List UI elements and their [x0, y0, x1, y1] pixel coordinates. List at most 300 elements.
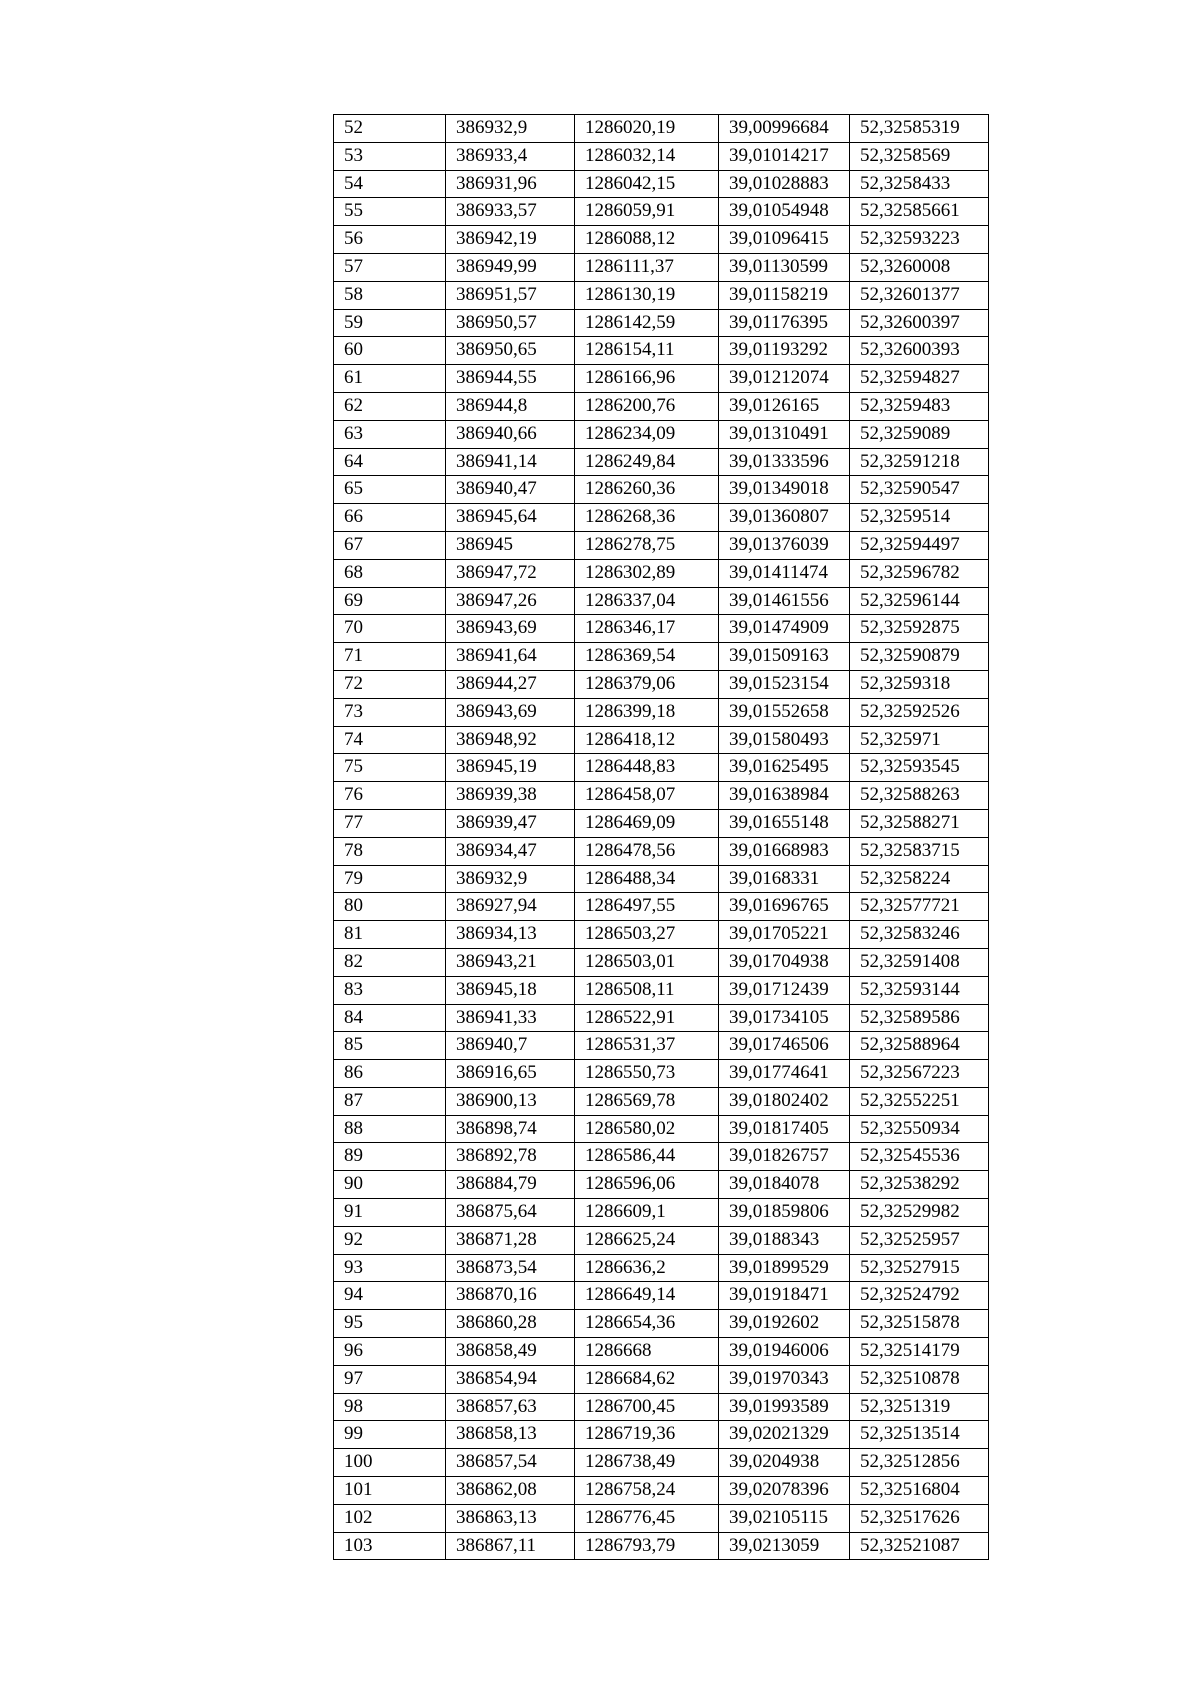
y-coordinate-cell: 1286130,19	[575, 281, 719, 309]
x-coordinate-cell: 386858,49	[446, 1338, 575, 1366]
table-row	[334, 1143, 989, 1171]
table-row	[334, 392, 989, 420]
latitude-cell: 52,32591218	[850, 448, 989, 476]
longitude-cell: 39,01411474	[719, 559, 850, 587]
longitude-cell: 39,01826757	[719, 1143, 850, 1171]
y-coordinate-cell: 1286531,37	[575, 1032, 719, 1060]
y-coordinate-cell: 1286580,02	[575, 1115, 719, 1143]
point-number-cell: 74	[334, 726, 446, 754]
latitude-cell: 52,32592526	[850, 698, 989, 726]
longitude-cell: 39,01970343	[719, 1365, 850, 1393]
table-row	[334, 893, 989, 921]
longitude-cell: 39,01509163	[719, 643, 850, 671]
point-number-cell: 85	[334, 1032, 446, 1060]
latitude-cell: 52,32577721	[850, 893, 989, 921]
latitude-cell: 52,32592875	[850, 615, 989, 643]
y-coordinate-cell: 1286337,04	[575, 587, 719, 615]
table-row	[334, 448, 989, 476]
point-number-cell: 94	[334, 1282, 446, 1310]
latitude-cell: 52,32510878	[850, 1365, 989, 1393]
table-row	[334, 976, 989, 1004]
y-coordinate-cell: 1286249,84	[575, 448, 719, 476]
point-number-cell: 76	[334, 782, 446, 810]
x-coordinate-cell: 386941,33	[446, 1004, 575, 1032]
longitude-cell: 39,01096415	[719, 226, 850, 254]
latitude-cell: 52,32585661	[850, 198, 989, 226]
y-coordinate-cell: 1286268,36	[575, 504, 719, 532]
latitude-cell: 52,32529982	[850, 1199, 989, 1227]
latitude-cell: 52,32588964	[850, 1032, 989, 1060]
table-row	[334, 1421, 989, 1449]
table-row	[334, 1004, 989, 1032]
x-coordinate-cell: 386944,27	[446, 670, 575, 698]
x-coordinate-cell: 386892,78	[446, 1143, 575, 1171]
latitude-cell: 52,3259483	[850, 392, 989, 420]
latitude-cell: 52,32512856	[850, 1449, 989, 1477]
x-coordinate-cell: 386934,47	[446, 837, 575, 865]
table-row	[334, 643, 989, 671]
y-coordinate-cell: 1286042,15	[575, 170, 719, 198]
longitude-cell: 39,01360807	[719, 504, 850, 532]
longitude-cell: 39,0188343	[719, 1226, 850, 1254]
latitude-cell: 52,32594497	[850, 531, 989, 559]
point-number-cell: 67	[334, 531, 446, 559]
y-coordinate-cell: 1286596,06	[575, 1171, 719, 1199]
table-row	[334, 365, 989, 393]
x-coordinate-cell: 386884,79	[446, 1171, 575, 1199]
y-coordinate-cell: 1286700,45	[575, 1393, 719, 1421]
latitude-cell: 52,32538292	[850, 1171, 989, 1199]
longitude-cell: 39,01376039	[719, 531, 850, 559]
table-row	[334, 726, 989, 754]
point-number-cell: 101	[334, 1477, 446, 1505]
latitude-cell: 52,32514179	[850, 1338, 989, 1366]
longitude-cell: 39,01014217	[719, 142, 850, 170]
point-number-cell: 102	[334, 1504, 446, 1532]
table-row	[334, 531, 989, 559]
x-coordinate-cell: 386950,65	[446, 337, 575, 365]
longitude-cell: 39,01993589	[719, 1393, 850, 1421]
table-row	[334, 115, 989, 143]
table-row	[334, 476, 989, 504]
point-number-cell: 60	[334, 337, 446, 365]
y-coordinate-cell: 1286302,89	[575, 559, 719, 587]
y-coordinate-cell: 1286260,36	[575, 476, 719, 504]
longitude-cell: 39,01918471	[719, 1282, 850, 1310]
x-coordinate-cell: 386950,57	[446, 309, 575, 337]
table-row	[334, 142, 989, 170]
table-row	[334, 698, 989, 726]
x-coordinate-cell: 386871,28	[446, 1226, 575, 1254]
x-coordinate-cell: 386916,65	[446, 1060, 575, 1088]
point-number-cell: 70	[334, 615, 446, 643]
table-row	[334, 754, 989, 782]
x-coordinate-cell: 386858,13	[446, 1421, 575, 1449]
x-coordinate-cell: 386942,19	[446, 226, 575, 254]
y-coordinate-cell: 1286200,76	[575, 392, 719, 420]
x-coordinate-cell: 386873,54	[446, 1254, 575, 1282]
latitude-cell: 52,32524792	[850, 1282, 989, 1310]
longitude-cell: 39,01817405	[719, 1115, 850, 1143]
latitude-cell: 52,3258224	[850, 865, 989, 893]
latitude-cell: 52,32588263	[850, 782, 989, 810]
longitude-cell: 39,0213059	[719, 1532, 850, 1560]
longitude-cell: 39,01704938	[719, 948, 850, 976]
point-number-cell: 78	[334, 837, 446, 865]
point-number-cell: 79	[334, 865, 446, 893]
x-coordinate-cell: 386939,47	[446, 809, 575, 837]
y-coordinate-cell: 1286166,96	[575, 365, 719, 393]
point-number-cell: 71	[334, 643, 446, 671]
x-coordinate-cell: 386940,47	[446, 476, 575, 504]
point-number-cell: 56	[334, 226, 446, 254]
longitude-cell: 39,01054948	[719, 198, 850, 226]
y-coordinate-cell: 1286020,19	[575, 115, 719, 143]
y-coordinate-cell: 1286636,2	[575, 1254, 719, 1282]
x-coordinate-cell: 386934,13	[446, 921, 575, 949]
point-number-cell: 65	[334, 476, 446, 504]
latitude-cell: 52,32591408	[850, 948, 989, 976]
latitude-cell: 52,3259318	[850, 670, 989, 698]
table-row	[334, 1199, 989, 1227]
point-number-cell: 73	[334, 698, 446, 726]
point-number-cell: 95	[334, 1310, 446, 1338]
latitude-cell: 52,3251319	[850, 1393, 989, 1421]
longitude-cell: 39,01712439	[719, 976, 850, 1004]
longitude-cell: 39,01946006	[719, 1338, 850, 1366]
point-number-cell: 77	[334, 809, 446, 837]
latitude-cell: 52,32601377	[850, 281, 989, 309]
y-coordinate-cell: 1286278,75	[575, 531, 719, 559]
x-coordinate-cell: 386898,74	[446, 1115, 575, 1143]
y-coordinate-cell: 1286522,91	[575, 1004, 719, 1032]
x-coordinate-cell: 386943,69	[446, 698, 575, 726]
table-row	[334, 559, 989, 587]
latitude-cell: 52,32600397	[850, 309, 989, 337]
table-row	[334, 420, 989, 448]
y-coordinate-cell: 1286569,78	[575, 1087, 719, 1115]
x-coordinate-cell: 386947,72	[446, 559, 575, 587]
table-row	[334, 837, 989, 865]
x-coordinate-cell: 386951,57	[446, 281, 575, 309]
latitude-cell: 52,32590879	[850, 643, 989, 671]
y-coordinate-cell: 1286776,45	[575, 1504, 719, 1532]
longitude-cell: 39,01212074	[719, 365, 850, 393]
y-coordinate-cell: 1286550,73	[575, 1060, 719, 1088]
latitude-cell: 52,32585319	[850, 115, 989, 143]
point-number-cell: 93	[334, 1254, 446, 1282]
table-row	[334, 782, 989, 810]
x-coordinate-cell: 386870,16	[446, 1282, 575, 1310]
table-row	[334, 1087, 989, 1115]
longitude-cell: 39,01705221	[719, 921, 850, 949]
table-row	[334, 1504, 989, 1532]
table-row	[334, 1171, 989, 1199]
longitude-cell: 39,01158219	[719, 281, 850, 309]
latitude-cell: 52,32513514	[850, 1421, 989, 1449]
y-coordinate-cell: 1286059,91	[575, 198, 719, 226]
point-number-cell: 91	[334, 1199, 446, 1227]
x-coordinate-cell: 386949,99	[446, 253, 575, 281]
longitude-cell: 39,01899529	[719, 1254, 850, 1282]
point-number-cell: 97	[334, 1365, 446, 1393]
point-number-cell: 61	[334, 365, 446, 393]
table-row	[334, 865, 989, 893]
point-number-cell: 52	[334, 115, 446, 143]
table-row	[334, 948, 989, 976]
point-number-cell: 75	[334, 754, 446, 782]
point-number-cell: 55	[334, 198, 446, 226]
x-coordinate-cell: 386945,19	[446, 754, 575, 782]
point-number-cell: 59	[334, 309, 446, 337]
x-coordinate-cell: 386941,14	[446, 448, 575, 476]
latitude-cell: 52,32593223	[850, 226, 989, 254]
y-coordinate-cell: 1286625,24	[575, 1226, 719, 1254]
x-coordinate-cell: 386927,94	[446, 893, 575, 921]
point-number-cell: 57	[334, 253, 446, 281]
longitude-cell: 39,01461556	[719, 587, 850, 615]
x-coordinate-cell: 386854,94	[446, 1365, 575, 1393]
longitude-cell: 39,01333596	[719, 448, 850, 476]
y-coordinate-cell: 1286508,11	[575, 976, 719, 1004]
table-row	[334, 670, 989, 698]
point-number-cell: 82	[334, 948, 446, 976]
y-coordinate-cell: 1286719,36	[575, 1421, 719, 1449]
table-row	[334, 253, 989, 281]
y-coordinate-cell: 1286497,55	[575, 893, 719, 921]
latitude-cell: 52,32567223	[850, 1060, 989, 1088]
x-coordinate-cell: 386863,13	[446, 1504, 575, 1532]
latitude-cell: 52,32516804	[850, 1477, 989, 1505]
table-row	[334, 281, 989, 309]
latitude-cell: 52,32521087	[850, 1532, 989, 1560]
x-coordinate-cell: 386900,13	[446, 1087, 575, 1115]
point-number-cell: 68	[334, 559, 446, 587]
y-coordinate-cell: 1286346,17	[575, 615, 719, 643]
point-number-cell: 64	[334, 448, 446, 476]
longitude-cell: 39,01474909	[719, 615, 850, 643]
table-row	[334, 198, 989, 226]
coordinates-table-body	[334, 115, 989, 1560]
latitude-cell: 52,32525957	[850, 1226, 989, 1254]
x-coordinate-cell: 386943,69	[446, 615, 575, 643]
longitude-cell: 39,01552658	[719, 698, 850, 726]
latitude-cell: 52,32552251	[850, 1087, 989, 1115]
x-coordinate-cell: 386945	[446, 531, 575, 559]
x-coordinate-cell: 386932,9	[446, 865, 575, 893]
x-coordinate-cell: 386948,92	[446, 726, 575, 754]
point-number-cell: 58	[334, 281, 446, 309]
point-number-cell: 92	[334, 1226, 446, 1254]
y-coordinate-cell: 1286488,34	[575, 865, 719, 893]
longitude-cell: 39,00996684	[719, 115, 850, 143]
point-number-cell: 103	[334, 1532, 446, 1560]
longitude-cell: 39,0126165	[719, 392, 850, 420]
y-coordinate-cell: 1286758,24	[575, 1477, 719, 1505]
longitude-cell: 39,01349018	[719, 476, 850, 504]
longitude-cell: 39,02105115	[719, 1504, 850, 1532]
point-number-cell: 96	[334, 1338, 446, 1366]
longitude-cell: 39,02021329	[719, 1421, 850, 1449]
point-number-cell: 89	[334, 1143, 446, 1171]
table-row	[334, 809, 989, 837]
longitude-cell: 39,01696765	[719, 893, 850, 921]
point-number-cell: 81	[334, 921, 446, 949]
longitude-cell: 39,01746506	[719, 1032, 850, 1060]
latitude-cell: 52,32596144	[850, 587, 989, 615]
point-number-cell: 69	[334, 587, 446, 615]
table-row	[334, 587, 989, 615]
x-coordinate-cell: 386857,54	[446, 1449, 575, 1477]
point-number-cell: 86	[334, 1060, 446, 1088]
y-coordinate-cell: 1286684,62	[575, 1365, 719, 1393]
table-row	[334, 1338, 989, 1366]
y-coordinate-cell: 1286154,11	[575, 337, 719, 365]
y-coordinate-cell: 1286478,56	[575, 837, 719, 865]
x-coordinate-cell: 386944,55	[446, 365, 575, 393]
latitude-cell: 52,3259514	[850, 504, 989, 532]
x-coordinate-cell: 386933,57	[446, 198, 575, 226]
latitude-cell: 52,32583715	[850, 837, 989, 865]
point-number-cell: 90	[334, 1171, 446, 1199]
y-coordinate-cell: 1286379,06	[575, 670, 719, 698]
coordinates-table	[333, 114, 989, 1560]
table-row	[334, 1532, 989, 1560]
table-row	[334, 1032, 989, 1060]
longitude-cell: 39,01310491	[719, 420, 850, 448]
table-row	[334, 1449, 989, 1477]
point-number-cell: 66	[334, 504, 446, 532]
x-coordinate-cell: 386945,64	[446, 504, 575, 532]
y-coordinate-cell: 1286369,54	[575, 643, 719, 671]
latitude-cell: 52,32517626	[850, 1504, 989, 1532]
x-coordinate-cell: 386862,08	[446, 1477, 575, 1505]
table-row	[334, 226, 989, 254]
table-row	[334, 1115, 989, 1143]
longitude-cell: 39,0184078	[719, 1171, 850, 1199]
x-coordinate-cell: 386940,7	[446, 1032, 575, 1060]
point-number-cell: 98	[334, 1393, 446, 1421]
y-coordinate-cell: 1286032,14	[575, 142, 719, 170]
y-coordinate-cell: 1286503,01	[575, 948, 719, 976]
x-coordinate-cell: 386860,28	[446, 1310, 575, 1338]
y-coordinate-cell: 1286399,18	[575, 698, 719, 726]
x-coordinate-cell: 386931,96	[446, 170, 575, 198]
point-number-cell: 72	[334, 670, 446, 698]
latitude-cell: 52,32593545	[850, 754, 989, 782]
x-coordinate-cell: 386875,64	[446, 1199, 575, 1227]
latitude-cell: 52,32588271	[850, 809, 989, 837]
y-coordinate-cell: 1286142,59	[575, 309, 719, 337]
longitude-cell: 39,02078396	[719, 1477, 850, 1505]
latitude-cell: 52,32515878	[850, 1310, 989, 1338]
table-row	[334, 504, 989, 532]
point-number-cell: 83	[334, 976, 446, 1004]
table-row	[334, 309, 989, 337]
longitude-cell: 39,01580493	[719, 726, 850, 754]
latitude-cell: 52,3260008	[850, 253, 989, 281]
table-row	[334, 1060, 989, 1088]
y-coordinate-cell: 1286111,37	[575, 253, 719, 281]
x-coordinate-cell: 386933,4	[446, 142, 575, 170]
y-coordinate-cell: 1286793,79	[575, 1532, 719, 1560]
x-coordinate-cell: 386943,21	[446, 948, 575, 976]
table-row	[334, 170, 989, 198]
y-coordinate-cell: 1286088,12	[575, 226, 719, 254]
longitude-cell: 39,01523154	[719, 670, 850, 698]
longitude-cell: 39,01774641	[719, 1060, 850, 1088]
y-coordinate-cell: 1286649,14	[575, 1282, 719, 1310]
table-row	[334, 1226, 989, 1254]
y-coordinate-cell: 1286469,09	[575, 809, 719, 837]
table-row	[334, 337, 989, 365]
latitude-cell: 52,32545536	[850, 1143, 989, 1171]
table-row	[334, 1477, 989, 1505]
longitude-cell: 39,01176395	[719, 309, 850, 337]
y-coordinate-cell: 1286654,36	[575, 1310, 719, 1338]
x-coordinate-cell: 386945,18	[446, 976, 575, 1004]
latitude-cell: 52,32594827	[850, 365, 989, 393]
longitude-cell: 39,01625495	[719, 754, 850, 782]
latitude-cell: 52,32593144	[850, 976, 989, 1004]
x-coordinate-cell: 386940,66	[446, 420, 575, 448]
x-coordinate-cell: 386939,38	[446, 782, 575, 810]
longitude-cell: 39,01655148	[719, 809, 850, 837]
x-coordinate-cell: 386867,11	[446, 1532, 575, 1560]
latitude-cell: 52,32527915	[850, 1254, 989, 1282]
y-coordinate-cell: 1286586,44	[575, 1143, 719, 1171]
y-coordinate-cell: 1286609,1	[575, 1199, 719, 1227]
point-number-cell: 99	[334, 1421, 446, 1449]
latitude-cell: 52,32596782	[850, 559, 989, 587]
y-coordinate-cell: 1286234,09	[575, 420, 719, 448]
y-coordinate-cell: 1286458,07	[575, 782, 719, 810]
y-coordinate-cell: 1286738,49	[575, 1449, 719, 1477]
table-row	[334, 615, 989, 643]
longitude-cell: 39,0192602	[719, 1310, 850, 1338]
longitude-cell: 39,0168331	[719, 865, 850, 893]
latitude-cell: 52,32589586	[850, 1004, 989, 1032]
y-coordinate-cell: 1286503,27	[575, 921, 719, 949]
point-number-cell: 87	[334, 1087, 446, 1115]
latitude-cell: 52,32583246	[850, 921, 989, 949]
longitude-cell: 39,01638984	[719, 782, 850, 810]
longitude-cell: 39,0204938	[719, 1449, 850, 1477]
longitude-cell: 39,01130599	[719, 253, 850, 281]
table-row	[334, 1365, 989, 1393]
x-coordinate-cell: 386944,8	[446, 392, 575, 420]
point-number-cell: 84	[334, 1004, 446, 1032]
table-row	[334, 1393, 989, 1421]
latitude-cell: 52,3259089	[850, 420, 989, 448]
longitude-cell: 39,01802402	[719, 1087, 850, 1115]
table-row	[334, 1282, 989, 1310]
x-coordinate-cell: 386932,9	[446, 115, 575, 143]
point-number-cell: 88	[334, 1115, 446, 1143]
longitude-cell: 39,01734105	[719, 1004, 850, 1032]
longitude-cell: 39,01859806	[719, 1199, 850, 1227]
table-row	[334, 1254, 989, 1282]
y-coordinate-cell: 1286418,12	[575, 726, 719, 754]
table-row	[334, 1310, 989, 1338]
point-number-cell: 62	[334, 392, 446, 420]
x-coordinate-cell: 386947,26	[446, 587, 575, 615]
x-coordinate-cell: 386857,63	[446, 1393, 575, 1421]
point-number-cell: 54	[334, 170, 446, 198]
point-number-cell: 100	[334, 1449, 446, 1477]
longitude-cell: 39,01028883	[719, 170, 850, 198]
x-coordinate-cell: 386941,64	[446, 643, 575, 671]
